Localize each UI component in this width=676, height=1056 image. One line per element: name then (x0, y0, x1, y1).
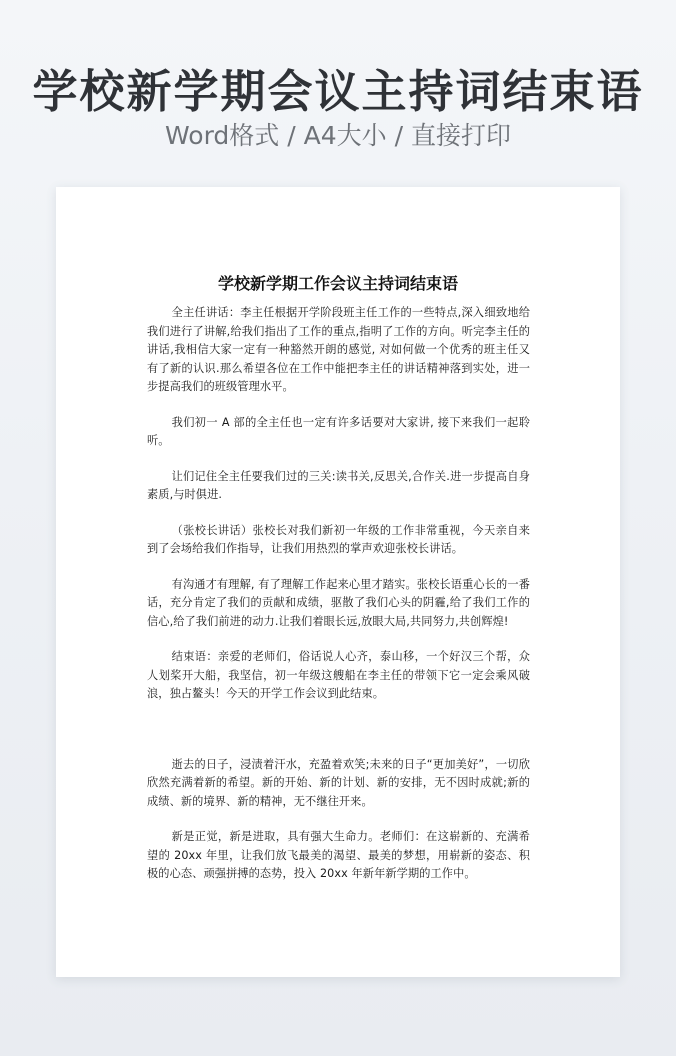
document-title: 学校新学期工作会议主持词结束语 (217, 274, 458, 293)
paragraph-closing-remarks: 结束语：亲爱的老师们，俗话说人心齐，泰山移，一个好汉三个帮，众人划桨开大船，我坚信，初一年级这艘船在李主任的带领下它一定会乘风破浪，独占鳌头！今天的开学工作会议到此结束。 (147, 650, 530, 700)
document-page (56, 187, 620, 977)
paragraph-new-days: 逝去的日子，浸渍着汗水，充盈着欢笑;未来的日子“更加美好”，一切欣欣然充满着新的希望。新的开始、新的计划、新的安排，无不因时成就;新的成绩、新的境界、新的精神，无不继往开来。 (147, 757, 530, 808)
paragraph-principal-intro: （张校长讲话）张校长对我们新初一年级的工作非常重视，今天亲自来到了会场给我们作指导，让我们用热烈的掌声欢迎张校长讲话。 (147, 523, 530, 555)
paragraph-three-checkpoints: 让们记住全主任要我们过的三关:读书关,反思关,合作关.进一步提高自身素质,与时俱进. (147, 469, 530, 501)
banner-subtitle: Word格式 / A4大小 / 直接打印 (165, 121, 511, 150)
paragraph-new-semester: 新是正觉，新是进取，具有强大生命力。老师们：在这崭新的、充满希望的 20xx 年里，让我们放飞最美的渴望、最美的梦想，用崭新的姿态、积极的心态、顽强拼搏的态势，投入 20xx 年新年新学期的工作中。 (147, 830, 530, 880)
banner-title: 学校新学期会议主持词结束语 (32, 65, 644, 118)
paragraph-director-speech: 全主任讲话：李主任根据开学阶段班主任工作的一些特点,深入细致地给我们进行了讲解,给我们指出了工作的重点,指明了工作的方向。听完李主任的讲话,我相信大家一定有一种豁然开朗的感觉, 对如何做一个优秀的班主任又有了新的认识.那么希望各位在工作中能把李主任的讲话精神落到实处，进一步提高我们的班级管理水平。 (147, 306, 530, 393)
document-body (147, 304, 530, 901)
paragraph-principal-summary: 有沟通才有理解, 有了理解工作起来心里才踏实。张校长语重心长的一番话，充分肯定了我们的贡献和成绩，驱散了我们心头的阴霾,给了我们工作的信心,给了我们前进的动力.让我们着眼长远,放眼大局,共同努力,共创辉煌! (147, 577, 530, 628)
paragraph-invite-director: 我们初一 A 部的全主任也一定有许多话要对大家讲, 接下来我们一起聆听。 (147, 415, 530, 447)
